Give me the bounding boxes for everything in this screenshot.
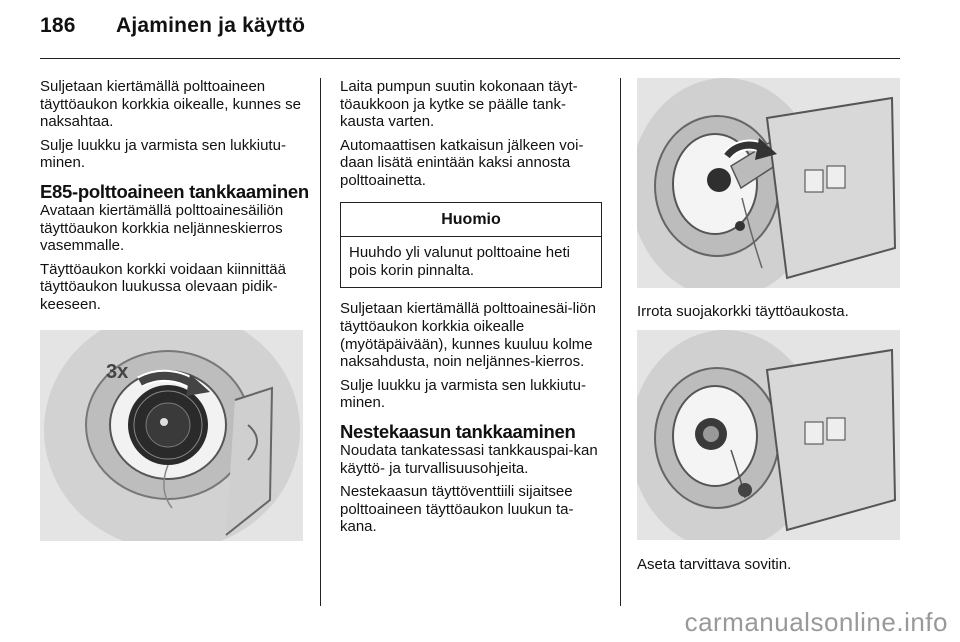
paragraph: Suljetaan kiertämällä polttoainesäi-liön täyttöaukon korkkia oikealle (myötäpäivään), kunnes kuuluu kolme naksahdusta, noin neljännes-kierros. (340, 300, 596, 371)
paragraph: Noudata tankatessasi tankkauspai-kan käyttö- ja turvallisuusohjeita. (340, 441, 598, 477)
column-1 (40, 78, 308, 320)
paragraph: Täyttöaukon korkki voidaan kiinnittää täyttöaukon luukussa olevaan pidik-keeseen. (40, 260, 286, 313)
paragraph: Sulje luukku ja varmista sen lukkiutu-minen. (340, 376, 586, 412)
figure-fuel-cap-e85 (40, 330, 303, 541)
column-divider-2 (620, 78, 621, 606)
lpg-adapter-illustration (637, 330, 900, 540)
paragraph: Automaattisen katkaisun jälkeen voi-daan lisätä enintään kaksi annosta polttoainetta. (340, 136, 584, 189)
page-title: Ajaminen ja käyttö (116, 14, 306, 37)
fuel-cap-illustration (40, 330, 303, 541)
note-title: Huomio (341, 203, 601, 238)
figure-caption: Irrota suojakorkki täyttöaukosta. (637, 303, 849, 320)
column-2 (340, 78, 602, 542)
section-heading: Nestekaasun tankkaaminen (340, 420, 576, 442)
lpg-cap-illustration (637, 78, 900, 288)
figure-lpg-adapter (637, 330, 900, 540)
watermark: carmanualsonline.info (684, 607, 948, 637)
page-number: 186 (40, 14, 76, 37)
column-divider-1 (320, 78, 321, 606)
paragraph: Sulje luukku ja varmista sen lukkiutu-minen. (40, 136, 286, 172)
paragraph: Avataan kiertämällä polttoainesäiliön täyttöaukon korkkia neljänneskierros vasemmalle. (40, 201, 284, 255)
figure-lpg-remove-cap (637, 78, 900, 288)
paragraph: Laita pumpun suutin kokonaan täyt-töaukkoon ja kytke se päälle tank-kausta varten. (340, 78, 578, 131)
paragraph: Suljetaan kiertämällä polttoaineen täyttöaukon korkkia oikealle, kunnes se naksahtaa. (40, 78, 301, 131)
paragraph: Nestekaasun täyttöventtiili sijaitsee polttoaineen täyttöaukon luukun ta-kana. (340, 483, 574, 536)
note-box (340, 202, 602, 289)
note-body: Huuhdo yli valunut polttoaine heti pois korin pinnalta. (349, 244, 570, 279)
figure-caption: Aseta tarvittava sovitin. (637, 556, 792, 573)
header-rule (40, 58, 900, 59)
figure-label: 3x (106, 361, 129, 383)
section-heading: E85-polttoaineen tankkaaminen (40, 180, 309, 202)
